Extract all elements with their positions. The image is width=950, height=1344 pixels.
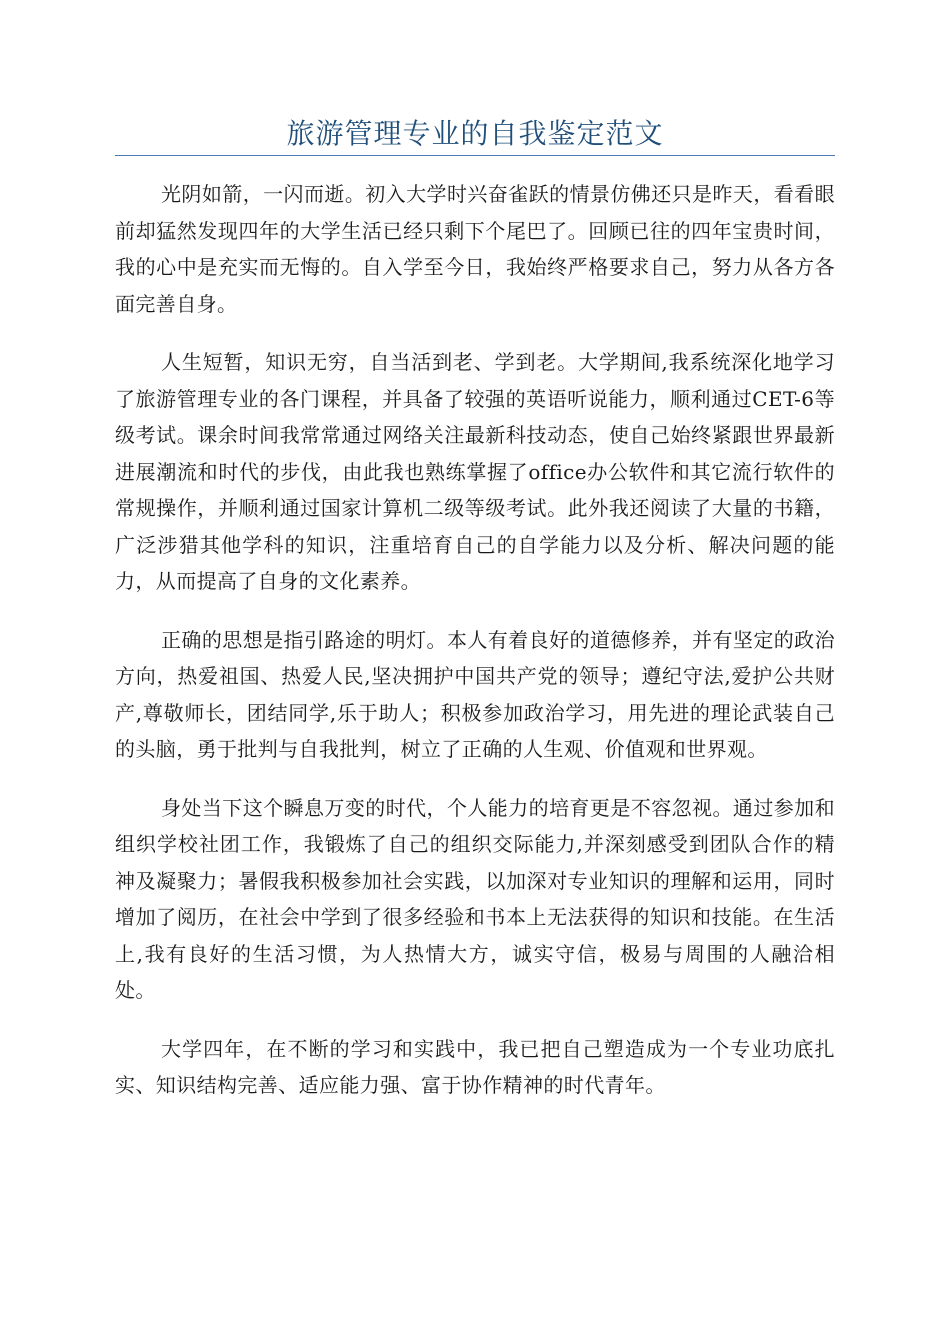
paragraph-4: 身处当下这个瞬息万变的时代，个人能力的培育更是不容忽视。通过参加和组织学校社团工作，我锻炼了自己的组织交际能力,并深刻感受到团队合作的精神及凝聚力；暑假我积极参加社会实践，以加深对专业知识的理解和运用，同时增加了阅历，在社会中学到了很多经验和书本上无法获得的知识和技能。在生活上,我有良好的生活习惯，为人热情大方，诚实守信，极易与周围的人融洽相处。 xyxy=(115,795,835,1002)
paragraph-2: 人生短暂，知识无穷，自当活到老、学到老。大学期间,我系统深化地学习了旅游管理专业的各门课程，并具备了较强的英语听说能力，顺利通过CET-6等级考试。课余时间我常常通过网络关注最新科技动态，使自己始终紧跟世界最新进展潮流和时代的步伐，由此我也熟练掌握了office办公软件和其它流行软件的常规操作，并顺利通过国家计算机二级等级考试。此外我还阅读了大量的书籍，广泛涉猎其他学科的知识，注重培育自己的自学能力以及分析、解决问题的能力，从而提高了自身的文化素养。 xyxy=(115,350,835,593)
document-title: 旅游管理专业的自我鉴定范文 xyxy=(286,117,664,150)
paragraph-1: 光阴如箭，一闪而逝。初入大学时兴奋雀跃的情景仿佛还只是昨天，看看眼前却猛然发现四年的大学生活已经只剩下个尾巴了。回顾已往的四年宝贵时间，我的心中是充实而无悔的。自入学至今日，我始终严格要求自己，努力从各方各面完善自身。 xyxy=(115,182,835,316)
document-body xyxy=(115,176,835,1126)
paragraph-3: 正确的思想是指引路途的明灯。本人有着良好的道德修养，并有坚定的政治方向，热爱祖国、热爱人民,坚决拥护中国共产党的领导；遵纪守法,爱护公共财产,尊敬师长，团结同学,乐于助人；积极参加政治学习，用先进的理论武装自己的头脑，勇于批判与自我批判，树立了正确的人生观、价值观和世界观。 xyxy=(115,627,835,761)
paragraph-5: 大学四年，在不断的学习和实践中，我已把自己塑造成为一个专业功底扎实、知识结构完善、适应能力强、富于协作精神的时代青年。 xyxy=(115,1036,835,1097)
title-underline xyxy=(115,155,835,156)
